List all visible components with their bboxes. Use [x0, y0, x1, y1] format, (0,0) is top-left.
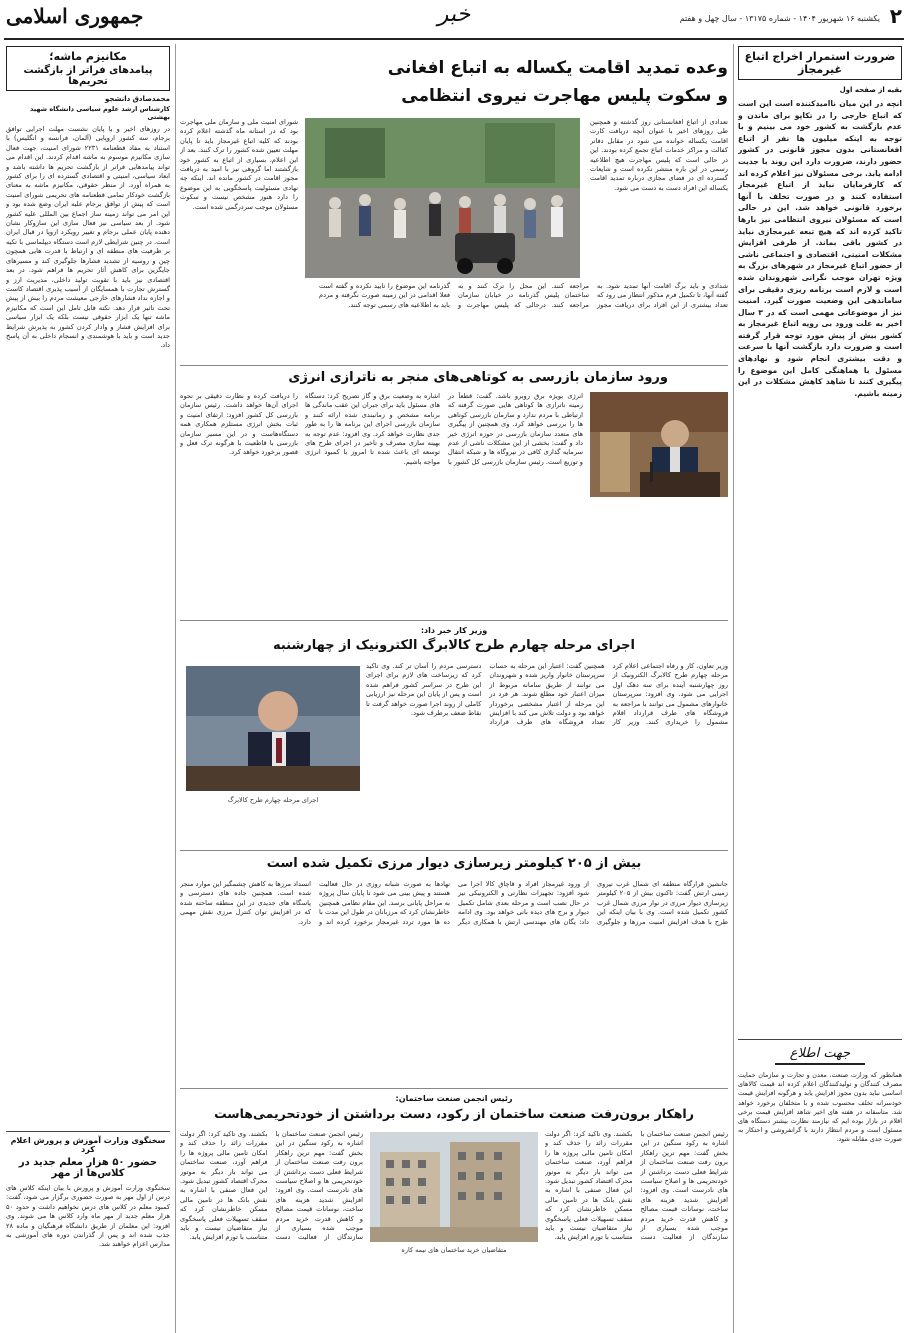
- left-col-title: مکانیزم ماشه؛: [49, 50, 127, 63]
- energy-body: انرژی بویژه برق روبرو باشد. گفت: قطعاً در زمینه ناترازی ها کوتاهی هایی صورت گرفته که ارتباطی با مردم ندارد و سازمان بازرسی کوتاهی ها را بررسی خواهد کرد. وی همچنین از پیگیری های متعدد سازمان بازرسی در حوزه انرژی خبر داد و گفت: بخشی از این مشکلات ناشی از عدم سرمایه گذاری کافی در نیروگاه ها و شبکه انتقال و توزیع است. رئیس سازمان بازرسی کل کشور با اشاره به وضعیت برق و گاز تصریح کرد: دستگاه های مسئول باید برای جبران این عقب ماندگی ها برنامه مشخص و زمانبندی شده ارائه کنند و سازمان بازرسی اجرای این برنامه ها را به طور جدی نظارت خواهد کرد. وی افزود: عدم توجه به بهینه سازی مصرف و تاخیر در اجرای طرح های توسعه ای باعث شده تا امروز با کمبود انرژی مواجه باشیم.: [305, 392, 583, 466]
- left-col-body: در روزهای اخیر و با پایان نشست مهلت اجرایی توافق برجام، سه کشور اروپایی (آلمان، فرانسه و انگلیس) با استناد به مفاد قطعنامه ۲۲۳۱ شورای امنیت، جهت فعال سازی مکانیزم موسوم به ماشه اقدام کردند. این اقدام می تواند پیامدهایی فراتر از بازگشت تحریم ها داشته باشد و ابعاد سیاسی، امنیتی و اقتصادی گسترده ای را برای کشور به همراه آورد. از منظر حقوقی، مکانیزم ماشه به معنای بازگشت خودکار تمامی قطعنامه های تحریمی شورای امنیت است که پیش از توافق برجام علیه ایران وضع شده بود و این امر می تواند زمینه ساز اجماع بین المللی علیه کشور شود. از بعد سیاسی نیز فعال سازی این سازوکار نشان دهنده پایان عملی برجام و تغییر رویکرد اروپا در قبال ایران است. در چنین شرایطی لازم است دستگاه دیپلماسی با تکیه بر ظرفیت های منطقه ای و ارتباط با قدرت هایی همچون چین و روسیه از تشدید فشارها جلوگیری کند و مسیرهای جایگزین برای کاهش آثار تحریم ها فراهم شود. در بعد اقتصادی نیز باید با تقویت تولید داخلی، مدیریت ارز و گسترش تجارت با همسایگان از آسیب پذیری اقتصاد کاست و اجازه نداد فشارهای خارجی معیشت مردم را بیش از پیش تحت تاثیر قرار دهد. نکته قابل تامل این است که مکانیزم ماشه تنها یک ابزار حقوقی نیست بلکه یک ابزار سیاسی برای افزایش فشار و وادار کردن کشور به پذیرش شرایط جدید است و باید با هوشمندی و انسجام داخلی به آن پاسخ داد.: [6, 125, 170, 350]
- right-col-kicker: بقیه از صفحه اول: [839, 86, 902, 94]
- border-body: جانشین قرارگاه منطقه ای شمال غرب نیروی زمینی ارتش گفت: تاکنون بیش از ۲۰۵ کیلومتر زیرسازی دیوار مرزی در نوار مرزی شمال غرب کشور تکمیل شده است. وی با بیان اینکه این طرح با هدف افزایش امنیت مرزها و جلوگیری از ورود غیرمجاز افراد و قاچاق کالا اجرا می شود افزود: تجهیزات نظارتی و الکترونیکی نیز در حال نصب است و مرحله بعدی شامل تکمیل دیوار و برج های دیده بانی خواهد بود. وی ادامه داد: یگان های مهندسی ارتش با همکاری دیگر نهادها به صورت شبانه روزی در حال فعالیت هستند و پیش بینی می شود تا پایان سال پروژه به مراحل پایانی برسد. این مقام نظامی همچنین خاطرنشان کرد که مرزبانان در طول این مدت با ده ها مورد تردد غیرمجاز برخورد کرده اند و انسداد مرزها به کاهش چشمگیر این موارد منجر شده است. همچنین جاده های دسترسی و پاسگاه های جدیدی در این منطقه ساخته شده که در افزایش توان کنترل مرزی نقش مهمی دارد.: [180, 880, 728, 926]
- building-body-right: رئیس انجمن صنعت ساختمان با اشاره به رکود سنگین در این بخش گفت: مهم ترین راهکار برون رفت صنعت ساختمان از شرایط فعلی دست برداشتن از خودتحریمی ها و اصلاح سیاست های نادرست است. وی افزود: افزایش شدید هزینه های ساخت، نوسانات قیمت مصالح و کاهش قدرت خرید مردم موجب شده بسیاری از سازندگان از فعالیت دست بکشند. وی تاکید کرد: اگر دولت مقررات زائد را حذف کند و امکان تامین مالی پروژه ها را فراهم آورد، صنعت ساختمان می تواند بار دیگر به موتور محرک اقتصاد کشور تبدیل شود. این فعال صنفی با اشاره به نقش بانک ها در تامین مالی مسکن خاطرنشان کرد که سقف تسهیلات فعلی پاسخگوی نیاز متقاضیان نیست و باید متناسب با تورم افزایش یابد.: [545, 1130, 728, 1242]
- info-box-title: جهت اطلاع: [775, 1046, 865, 1065]
- edu-box-subtitle: حضور ۵۰ هزار معلم جدید در کلاس‌ها از مهر: [18, 1157, 158, 1179]
- vat-title: اجرای مرحله چهارم طرح کالابرگ الکترونیک از چهارشنبه: [272, 638, 635, 653]
- date-line: یکشنبه ۱۶ شهریور ۱۴۰۴ - شماره ۱۳۱۷۵ - سال چهل و هفتم: [679, 14, 880, 23]
- lead-body-bottom: شدادی و باید برگ اقامت آنها تمدید شود. به گفته آنها، تا تکمیل فرم مذکور انتظار می رود که تعداد بیشتری از این افراد برای دریافت مجوز مراجعه کنند. این محل را ترک کنند و به ساختمان پلیس گذرنامه در خیابان سازمان مراجعه کنند. درحالی که پلیس مهاجرت و گذرنامه این موضوع را تایید نکرده و گفته است فعلا اقدامی در این زمینه صورت نگرفته و مردم باید به اطلاعیه های رسمی توجه کنند.: [319, 282, 728, 309]
- page-number: ۲: [889, 4, 902, 28]
- right-col-body: انچه در این میان ناامیدکننده است این است که اتباع خارجی را در تکاپو برای ماندن و عدم بازگشت به کشور خود می بینیم و با توجه به اینکه میلیون ها نفر از اتباع افغانستانی بدون مجوز قانونی در کشور حضور دارند، ضرورت دارد این روند با جدیت ادامه یابد. برخی مسئولان نیز اعلام کرده اند که کارفرمایان نباید از اتباع غیرمجاز استفاده کنند و در صورت تخلف با آنها برخورد قانونی خواهد شد. این در حالی است که مسئولان نیروی انتظامی نیز بارها تاکید کرده اند که هیچ تبعه غیرمجازی نباید در کشور باقی بماند. از طرفی افزایش مشکلات امنیتی، اقتصادی و اجتماعی ناشی از حضور اتباع غیرمجاز در شهرهای بزرگ به ویژه تهران موجب نگرانی شهروندان شده است و لازم است برنامه ریزی دقیقی برای ساماندهی این وضعیت صورت گیرد. امنیت نیز از موضوعاتی مهمی است که در ۳ سال اخیر به علت ورود بی رویه اتباع غیرمجاز به کشور بیش از پیش مورد توجه قرار گرفته است و ضرورت دارد بازگشت آنها با سرعت و دقت بیشتری انجام شود و نهادهای مسئول با هماهنگی کامل این موضوع را پیگیری کنند تا شاهد کاهش مشکلات در این زمینه باشیم.: [738, 99, 902, 398]
- energy-photo: [590, 392, 728, 497]
- vat-body: وزیر تعاون، کار و رفاه اجتماعی اعلام کرد مرحله چهارم طرح کالابرگ الکترونیک از روز چهارشنبه آینده برای سه دهک اول اجرایی می شود. وی افزود: سرپرستان خانوارهای مشمول می توانند با مراجعه به فروشگاه های طرف قرارداد اقلام مشمول را خریداری کنند. وزیر کار همچنین گفت: اعتبار این مرحله به حساب سرپرستان خانوار واریز شده و شهروندان می توانند از طریق سامانه مربوط از میزان اعتبار خود مطلع شوند. هر فرد در این مرحله از اعتبار مشخصی برخوردار خواهد بود و دولت تلاش می کند با افزایش تعداد فروشگاه های طرف قرارداد دسترسی مردم را آسان تر کند. وی تاکید کرد که زیرساخت های لازم برای اجرای این طرح در سراسر کشور فراهم شده است و پس از پایان این مرحله نیز ارزیابی کاملی از روند اجرا صورت خواهد گرفت تا نقاط ضعف برطرف شود.: [366, 662, 728, 727]
- building-caption: متقاضیان خرید ساختمان های نیمه کاره: [401, 1246, 507, 1254]
- right-col-title: ضرورت استمرار اخراج اتباع غیرمجاز: [738, 46, 902, 80]
- lead-title-1: وعده تمدید اقامت یکساله به اتباع افغانی: [387, 58, 728, 78]
- energy-body-2: را دریافت کرده و نظارت دقیقی بر نحوه اجرای آن‌ها خواهد داشت. رئیس سازمان بازرسی کل کشور افزود: ارتقای امنیت و ثبات بخش انرژی مستلزم همکاری همه دستگاه‌هاست و در این مسیر سازمان بازرسی با قاطعیت با هرگونه ترک فعل و قصور برخورد خواهد کرد.: [180, 392, 298, 457]
- section-title: خبر: [437, 2, 471, 27]
- edu-box-title: سخنگوی وزارت آموزش و پرورش اعلام کرد: [10, 1136, 166, 1154]
- edu-box-body: سخنگوی وزارت آموزش و پرورش با بیان اینکه کلاس های درس از اول مهر به صورت حضوری برگزار می شود، گفت: کمبود معلم در کلاس های درس نخواهیم داشت و حدود ۵۰ هزار معلم جدید از مهر ماه وارد کلاس ها می شوند. وی افزود: این معلمان از طریق دانشگاه فرهنگیان و ماده ۲۸ جذب شده اند و پس از گذراندن دوره های آموزشی به مدارس اعزام خواهند شد.: [6, 1184, 170, 1249]
- edu-box: [6, 1131, 170, 1304]
- left-column: [6, 46, 170, 1331]
- lead-body-left: شورای امنیت ملی و سازمان ملی مهاجرت بود که در استانه ماه گذشته اعلام کرده بودند که کلیه اتباع غیرمجاز باید تا پایان مهلت تعیین شده کشور را ترک کنند. بعد از این اعلام، بسیاری از اتباع به کشور خود بازگشتند اما گروهی نیز با امید به دریافت مجوز اقامت در کشور مانده اند. اینکه چه نهادی مسئولیت پاسخگویی به این موضوع را دارد هنوز مشخص نیست و سکوت مسئولان موجب سردرگمی شده است.: [180, 118, 298, 211]
- info-box: [738, 1039, 902, 1333]
- building-photo: [370, 1132, 538, 1242]
- masthead-logo: جمهوری اسلامی: [6, 4, 144, 28]
- lead-title-2: و سکوت پلیس مهاجرت نیروی انتظامی: [401, 86, 728, 106]
- energy-title: ورود سازمان بازرسی به کوتاهی‌های منجر به ناترازی انرژی: [288, 370, 668, 385]
- left-col-subtitle: پیامدهای فراتر از بازگشت تحریم‌ها: [23, 65, 153, 87]
- building-body-left: رئیس انجمن صنعت ساختمان با اشاره به رکود سنگین در این بخش گفت: مهم ترین راهکار برون رفت صنعت ساختمان از شرایط فعلی دست برداشتن از خودتحریمی ها و اصلاح سیاست های نادرست است. وی افزود: افزایش شدید هزینه های ساخت، نوسانات قیمت مصالح و کاهش قدرت خرید مردم موجب شده بسیاری از سازندگان از فعالیت دست بکشند. وی تاکید کرد: اگر دولت مقررات زائد را حذف کند و امکان تامین مالی پروژه ها را فراهم آورد، صنعت ساختمان می تواند بار دیگر به موتور محرک اقتصاد کشور تبدیل شود. این فعال صنفی با اشاره به نقش بانک ها در تامین مالی مسکن خاطرنشان کرد که سقف تسهیلات فعلی پاسخگوی نیاز متقاضیان نیست و باید متناسب با تورم افزایش یابد.: [180, 1130, 363, 1242]
- lead-photo: [305, 118, 580, 278]
- border-title: بیش از ۲۰۵ کیلومتر زیرسازی دیوار مرزی تکمیل شده است: [266, 856, 642, 871]
- vat-photo: [186, 666, 360, 791]
- building-title: راهکار برون‌رفت صنعت ساختمان از رکود، دست برداشتن از خودتحریمی‌هاست: [214, 1106, 694, 1121]
- author-role: کارشناس ارشد علوم سیاسی دانشگاه شهید بهشتی: [29, 105, 170, 121]
- author-name: محمدصادق دانشجو: [105, 95, 170, 103]
- vat-kicker: وزیر کار خبر داد:: [420, 626, 488, 635]
- info-box-body: همانطور که وزارت صنعت، معدن و تجارت و سازمان حمایت مصرف کنندگان و تولیدکنندگان اعلام کرده اند قیمت کالاهای اساسی نباید بدون مجوز افزایش یابد و هرگونه افزایش قیمت خودسرانه تخلف محسوب شده و با متخلفان برخورد خواهد شد. متاسفانه در هفته های اخیر شاهد افزایش قیمت برخی اقلام در بازار بوده ایم که نیازمند نظارت بیشتر دستگاه های مسئول است و مردم انتظار دارند با گرانفروشی و احتکار به صورت جدی مقابله شود.: [738, 1071, 902, 1144]
- building-kicker: رئیس انجمن صنعت ساختمان:: [395, 1094, 513, 1103]
- right-column: [738, 46, 902, 1331]
- lead-body-right: تعدادی از اتباع افغانستانی روز گذشته و همچنین طی روزهای اخیر با عنوان آنچه دریافت کارت اقامت یکساله خوانده می شود در مقابل دفاتر کفالت و مراکز خدمات اتباع تجمع کرده بودند. این در حالی است که پلیس مهاجرت هیچ اطلاعیه رسمی در این باره منتشر نکرده است و شایعات گسترده ای در فضای مجازی درباره تمدید اقامت یکساله این افراد دست به دست می شود.: [590, 118, 728, 192]
- vat-caption: اجرای مرحله چهارم طرح کالابرگ: [227, 796, 319, 804]
- header-rule: [4, 38, 904, 40]
